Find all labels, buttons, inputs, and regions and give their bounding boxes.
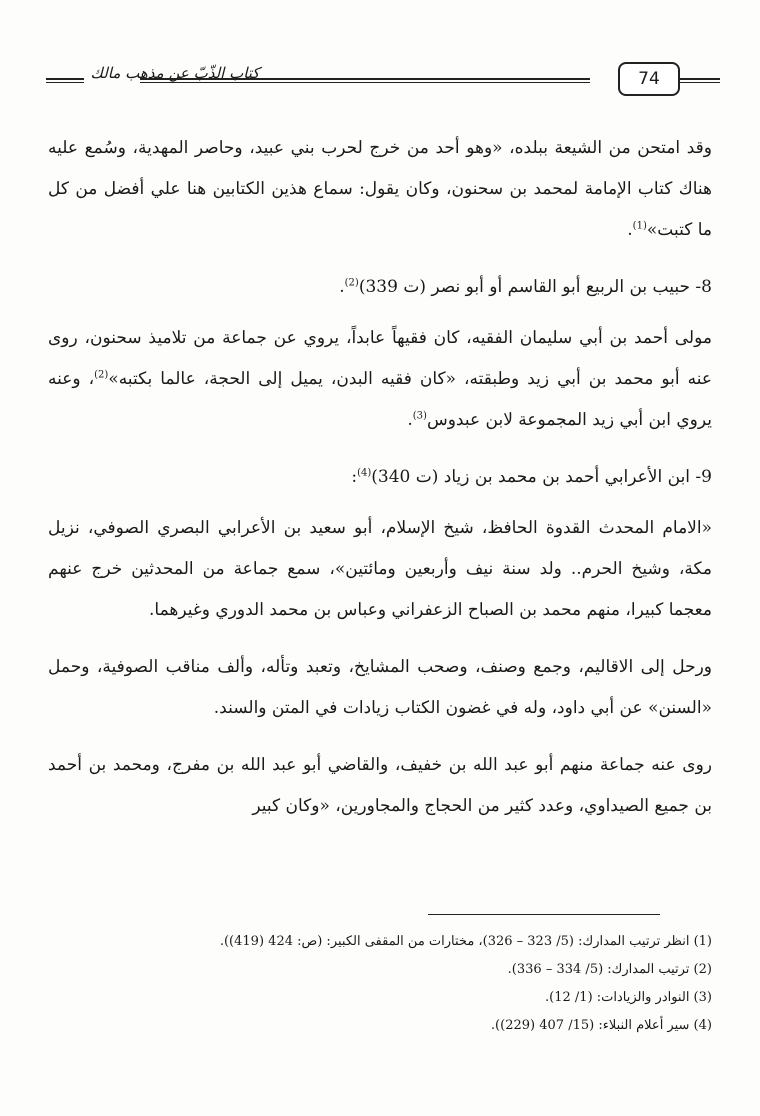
header-rule-right — [680, 78, 720, 83]
paragraph-entry-9-c: روى عنه جماعة منهم أبو عبد الله بن خفيف، والقاضي أبو عبد الله بن مفرج، ومحمد بن أحمد بن جميع الصيداوي، وعدد كثير من الحجاج والمجاورين، «وكان كبير — [48, 755, 712, 816]
paragraph-entry-9-b: ورحل إلى الاقاليم، وجمع وصنف، وصحب المشايخ، وتعبد وتأله، وألف مناقب الصوفية، وحمل «السنن» عن أبي داود، وله في غضون الكتاب زيادات في المتن والسند. — [48, 657, 712, 718]
page-header — [40, 56, 720, 96]
footnote-2: (2) ترتيب المدارك: (5/ 334 – 336). — [507, 962, 712, 977]
footnote-ref-2b: (2) — [94, 369, 109, 381]
footnotes — [48, 928, 712, 1040]
footnote-ref-4: (4) — [357, 467, 372, 479]
paragraph-intro: وقد امتحن من الشيعة ببلده، «وهو أحد من خرج لحرب بني عبيد، وحاصر المهدية، وسُمع عليه هناك كتاب الإمامة لمحمد بن سحنون، وكان يقول: سماع هذين الكتابين هنا علي أفضل من كل ما كتبت»$^{(1)}$. — [48, 138, 712, 240]
footnote-separator — [428, 914, 660, 915]
entry-9-heading: 9- ابن الأعرابي أحمد بن محمد بن زياد (ت 340)$^{(4)}$: — [351, 467, 712, 487]
paragraph-entry-8: مولى أحمد بن أبي سليمان الفقيه، كان فقيهاً عابداً، يروي عن جماعة من تلاميذ سحنون، روى عنه أبو محمد بن أبي زيد وطبقته، «كان فقيه البدن، يميل إلى الحجة، عالما بكتبه»$^{(2)}$، وعنه يروي ابن أبي زيد المجموعة لابن عبدوس$^{(3)}$. — [48, 328, 712, 430]
footnote-1: (1) انظر ترتيب المدارك: (5/ 323 – 326)، مختارات من المقفى الكبير: (ص: 424 (419)). — [219, 934, 712, 949]
footnote-ref-3: (3) — [412, 410, 427, 422]
footnote-3: (3) النوادر والزيادات: (1/ 12). — [545, 990, 712, 1005]
footnote-4: (4) سير أعلام النبلاء: (15/ 407 (229)). — [490, 1018, 712, 1033]
footnote-ref-2: (2) — [344, 277, 359, 289]
running-title: كتاب الذّبّ عن مذهب مالك — [90, 64, 260, 82]
paragraph-entry-9-a: «الامام المحدث القدوة الحافظ، شيخ الإسلام، أبو سعيد بن الأعرابي البصري الصوفي، نزيل مكة، وشيخ الحرم.. ولد سنة نيف وأربعين ومائتين»، سمع جماعة من المحدثين خرج عنهم معجما كبيرا، منهم محمد بن الصباح الزعفراني وعباس بن محمد الدوري وغيرهما. — [48, 518, 712, 620]
page-number: 74 — [618, 62, 680, 96]
header-rule-middle — [140, 78, 590, 83]
footnote-ref-1: (1) — [632, 220, 647, 232]
main-text — [48, 128, 712, 843]
entry-8-heading: 8- حبيب بن الربيع أبو القاسم أو أبو نصر (ت 339)$^{(2)}$. — [339, 277, 712, 297]
header-rule-left — [46, 78, 84, 83]
